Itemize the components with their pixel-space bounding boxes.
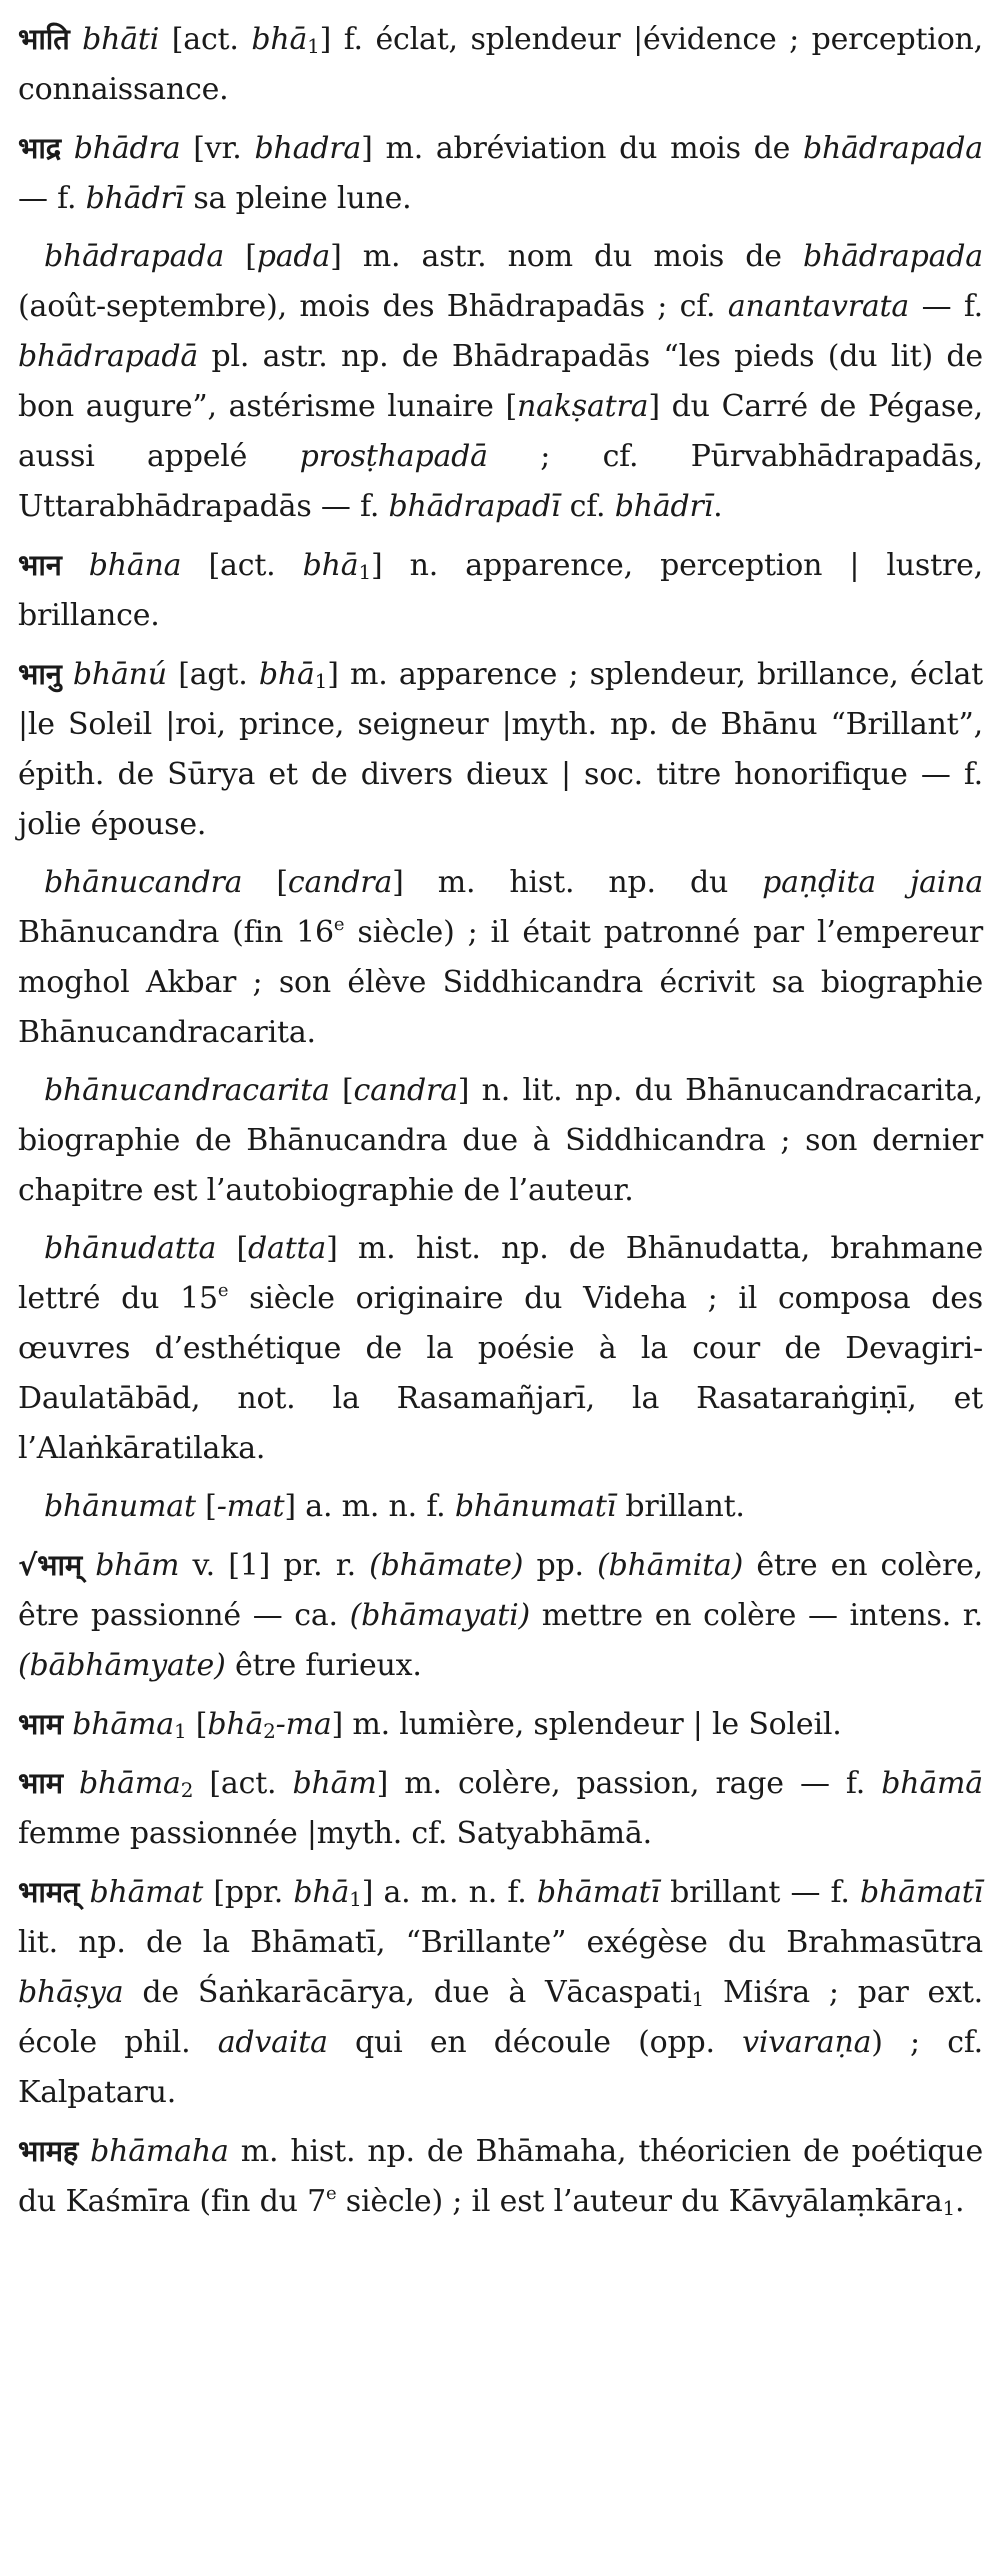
entry-definition: bhāma$_2$ [act. bhām] m. colère, passion, rage — f. bhāmā femme passionnée |myth. cf. Satyabhāmā. — [18, 1766, 983, 1851]
entry-definition: bhānumat [-mat] a. m. n. f. bhānumatī brillant. — [44, 1489, 745, 1524]
devanagari-headword: भामत् — [18, 1875, 80, 1909]
devanagari-headword: भामह — [18, 2134, 79, 2168]
sub-entry — [18, 232, 983, 532]
devanagari-headword: भान — [18, 548, 62, 582]
dictionary-entry — [18, 14, 983, 115]
sub-entry — [18, 1482, 983, 1532]
devanagari-headword: √भाम् — [18, 1548, 82, 1582]
sub-entry — [18, 858, 983, 1058]
dictionary-entry — [18, 1540, 983, 1691]
devanagari-headword: भाति — [18, 22, 70, 56]
devanagari-headword: भाम — [18, 1766, 63, 1800]
entry-definition: bhām v. [1] pr. r. (bhāmate) pp. (bhāmita) être en colère, être passionné — ca. (bhāmayati) mettre en colère — intens. r. (bābhāmyate) être furieux. — [18, 1548, 983, 1683]
entry-definition: bhāna [act. bhā$_1$] n. apparence, perception | lustre, brillance. — [18, 548, 983, 633]
dictionary-entry — [18, 1758, 983, 1859]
dictionary-entry — [18, 649, 983, 850]
entry-definition: bhāmaha m. hist. np. de Bhāmaha, théoricien de poétique du Kaśmīra (fin du 7e siècle) ; il est l’auteur du Kāvyālaṃkāra$_1$. — [18, 2134, 983, 2220]
devanagari-headword: भाम — [18, 1707, 63, 1741]
sub-entry — [18, 1224, 983, 1474]
entry-definition: bhānucandracarita [candra] n. lit. np. du Bhānucandracarita, biographie de Bhānucandra due à Siddhicandra ; son dernier chapitre est l’autobiographie de l’auteur. — [18, 1073, 983, 1208]
dictionary-entry — [18, 1867, 983, 2118]
entry-definition: bhāmat [ppr. bhā$_1$] a. m. n. f. bhāmatī brillant — f. bhāmatī lit. np. de la Bhāmatī, “Brillante” exégèse du Brahmasūtra bhāṣya de Śaṅkarācārya, due à Vācaspati$_1$ Miśra ; par ext. école phil. advaita qui en découle (opp. vivaraṇa) ; cf. Kalpataru. — [18, 1875, 984, 2110]
devanagari-headword: भाद्र — [18, 131, 61, 165]
sub-entry — [18, 1066, 983, 1216]
dictionary-entry — [18, 2126, 983, 2227]
devanagari-headword: भानु — [18, 657, 62, 691]
entry-definition: bhāma$_1$ [bhā$_2$-ma] m. lumière, splendeur | le Soleil. — [72, 1707, 842, 1743]
entry-definition: bhāti [act. bhā$_1$] f. éclat, splendeur |évidence ; perception, connaissance. — [18, 22, 984, 107]
entry-definition: bhānucandra [candra] m. hist. np. du paṇḍita jaina Bhānucandra (fin 16e siècle) ; il était patronné par l’empereur moghol Akbar ; son élève Siddhicandra écrivit sa biographie Bhānucandracarita. — [18, 865, 984, 1050]
dictionary-entry — [18, 1699, 983, 1750]
entry-definition: bhānú [agt. bhā$_1$] m. apparence ; splendeur, brillance, éclat |le Soleil |roi, prince, seigneur |myth. np. de Bhānu “Brillant”, épith. de Sūrya et de divers dieux | soc. titre honorifique — f. jolie épouse. — [18, 657, 983, 842]
dictionary-entry — [18, 123, 983, 224]
dictionary-entry — [18, 540, 983, 641]
entry-definition: bhādrapada [pada] m. astr. nom du mois de bhādrapada (août-septembre), mois des Bhādrapadās ; cf. anantavrata — f. bhādrapadā pl. astr. np. de Bhādrapadās “les pieds (du lit) de bon augure”, astérisme lunaire [nakṣatra] du Carré de Pégase, aussi appelé prosṭhapadā ; cf. Pūrvabhādrapadās, Uttarabhādrapadās — f. bhādrapadī cf. bhādrī. — [18, 239, 983, 524]
entry-definition: bhānudatta [datta] m. hist. np. de Bhānudatta, brahmane lettré du 15e siècle originaire du Videha ; il composa des œuvres d’esthétique de la poésie à la cour de Devagiri-Daulatābād, not. la Rasamañjarī, la Rasataraṅgiṇī, et l’Alaṅkāratilaka. — [18, 1231, 983, 1466]
entry-definition: bhādra [vr. bhadra] m. abréviation du mois de bhādrapada — f. bhādrī sa pleine lune. — [18, 131, 983, 216]
